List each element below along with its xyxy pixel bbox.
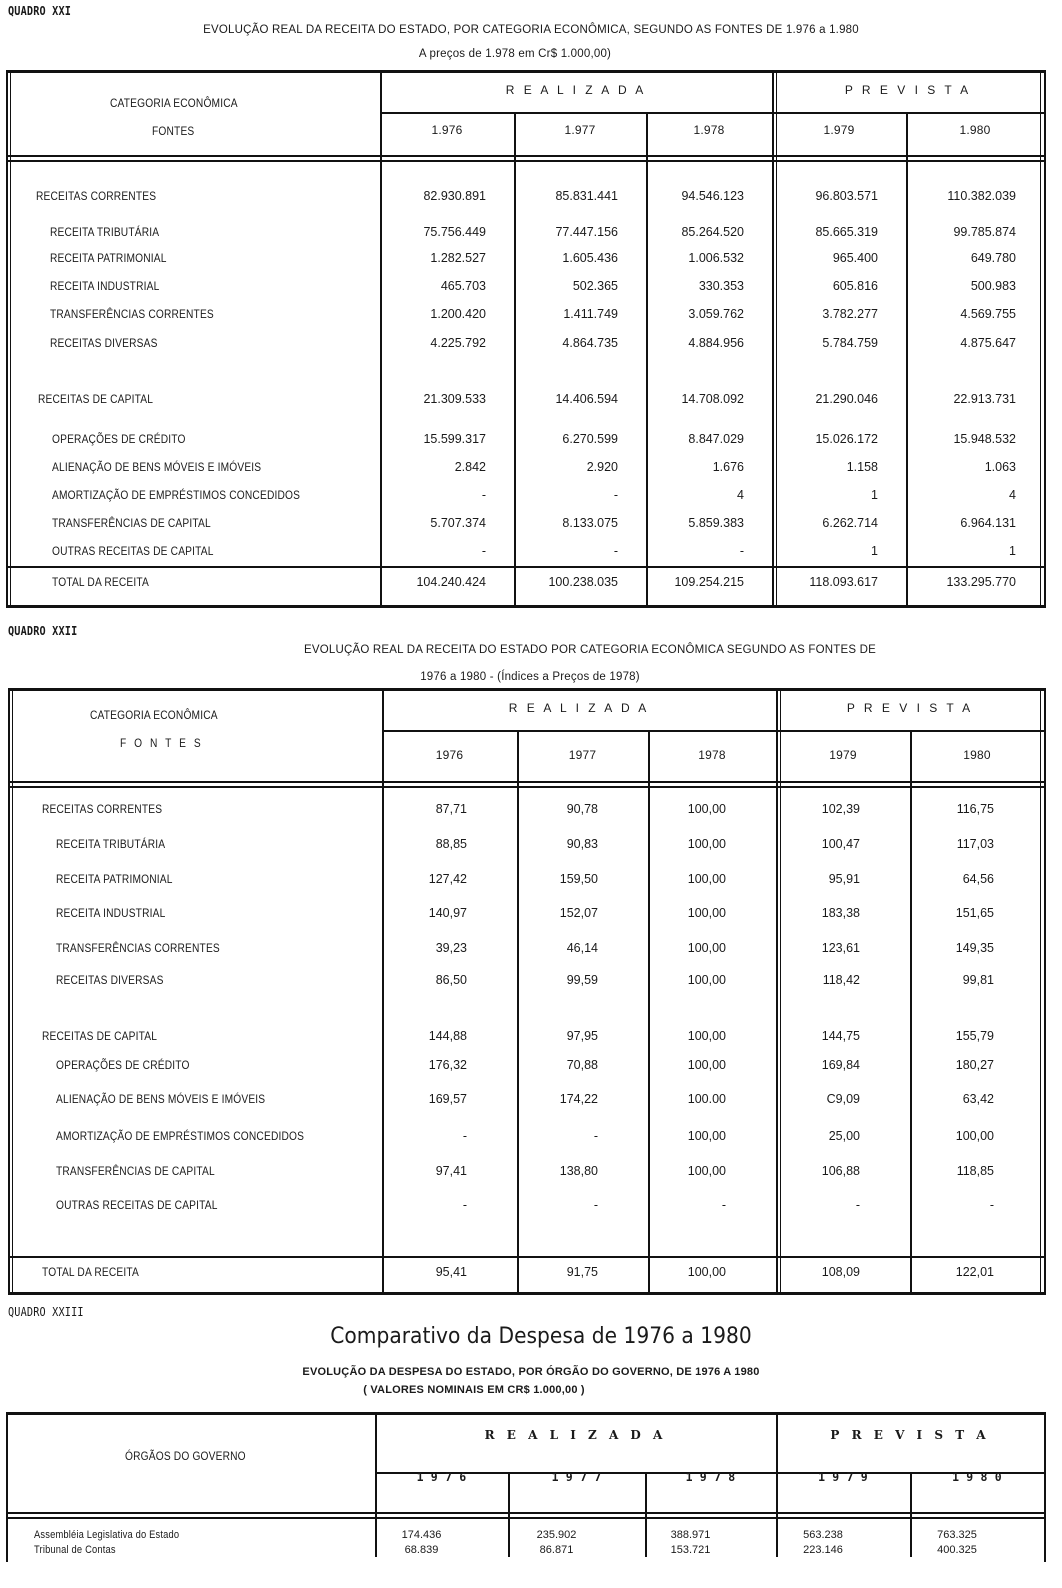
cell-value: 106,88 — [821, 1164, 860, 1178]
cell-value: 605.816 — [832, 279, 878, 293]
row-label: OPERAÇÕES DE CRÉDITO — [56, 1058, 190, 1072]
cell-value: 4.884.956 — [688, 336, 744, 350]
row-label: RECEITAS DIVERSAS — [56, 973, 164, 987]
rule-line — [1044, 688, 1046, 1295]
cell-value: C9,09 — [826, 1092, 860, 1106]
cell-value: - — [613, 544, 618, 558]
table-title: EVOLUÇÃO REAL DA RECEITA DO ESTADO POR CATEGORIA ECONÔMICA SEGUNDO AS FONTES DE — [304, 644, 876, 656]
cell-value: 3.782.277 — [822, 307, 878, 321]
cell-value: 122,01 — [955, 1265, 994, 1279]
cell-value: 140,97 — [428, 906, 467, 920]
cell-value: 110.382.039 — [947, 189, 1016, 203]
header-categoria: CATEGORIA ECONÔMICA — [110, 96, 238, 110]
cell-value: 15.599.317 — [423, 432, 486, 446]
rule-line — [1040, 70, 1041, 608]
cell-value: 1 — [1009, 544, 1016, 558]
cell-value: 82.930.891 — [423, 189, 486, 203]
header-fontes: FONTES — [152, 124, 195, 138]
cell-value: - — [989, 1198, 994, 1212]
cell-value: 109.254.215 — [674, 575, 744, 589]
cell-value: 965.400 — [832, 251, 878, 265]
cell-value: 118,42 — [822, 973, 860, 987]
table-subtitle: ( VALORES NOMINAIS EM CR$ 1.000,00 ) — [363, 1384, 585, 1396]
row-label: RECEITA PATRIMONIAL — [56, 872, 173, 886]
cell-value: 94.546.123 — [681, 189, 744, 203]
cell-value: 223.146 — [803, 1544, 843, 1556]
cell-value: 100,00 — [687, 973, 726, 987]
cell-value: 4.864.735 — [562, 336, 618, 350]
cell-value: - — [613, 488, 618, 502]
cell-value: 465.703 — [440, 279, 486, 293]
group-header-realizada: R E A L I Z A D A — [508, 701, 650, 715]
cell-value: 330.353 — [698, 279, 744, 293]
cell-value: 100,47 — [821, 837, 860, 851]
cell-value: 86.871 — [539, 1544, 574, 1556]
year-header: 1980 — [963, 748, 991, 762]
row-label: AMORTIZAÇÃO DE EMPRÉSTIMOS CONCEDIDOS — [56, 1129, 305, 1143]
rule-line — [6, 1412, 8, 1562]
cell-value: 176,32 — [428, 1058, 467, 1072]
row-label: OPERAÇÕES DE CRÉDITO — [52, 432, 186, 446]
cell-value: 149,35 — [955, 941, 994, 955]
row-label: Assembléia Legislativa do Estado — [34, 1529, 180, 1541]
rule-line — [6, 566, 1044, 568]
cell-value: 100.238.035 — [548, 575, 618, 589]
rule-line — [1044, 70, 1046, 608]
cell-value: 1 — [871, 488, 878, 502]
rule-line — [6, 155, 1044, 157]
rule-line — [646, 112, 648, 605]
cell-value: 169,57 — [428, 1092, 467, 1106]
group-header-prevista: P R E V I S T A — [846, 701, 974, 715]
cell-value: 5.707.374 — [430, 516, 486, 530]
group-header-prevista: P R E V I S T A — [830, 1428, 990, 1442]
cell-value: 1 — [871, 544, 878, 558]
cell-value: 155,79 — [955, 1029, 994, 1043]
cell-value: 127,42 — [428, 872, 467, 886]
cell-value: 15.026.172 — [815, 432, 878, 446]
cell-value: 159,50 — [559, 872, 598, 886]
cell-value: 95,91 — [828, 872, 860, 886]
cell-value: - — [593, 1129, 598, 1143]
cell-value: 2.920 — [586, 460, 618, 474]
cell-value: 100,00 — [687, 802, 726, 816]
cell-value: 85.665.319 — [815, 225, 878, 239]
row-label: AMORTIZAÇÃO DE EMPRÉSTIMOS CONCEDIDOS — [52, 488, 301, 502]
cell-value: 502.365 — [572, 279, 618, 293]
header-fontes: F O N T E S — [120, 736, 204, 750]
year-header: 1 9 7 6 — [416, 1470, 467, 1484]
rule-line — [514, 112, 516, 605]
year-header: 1.978 — [693, 123, 725, 137]
cell-value: - — [593, 1198, 598, 1212]
group-header-realizada: R E A L I Z A D A — [484, 1428, 667, 1442]
cell-value: 100.00 — [687, 1092, 726, 1106]
cell-value: 144,75 — [821, 1029, 860, 1043]
cell-value: 90,83 — [566, 837, 598, 851]
cell-value: 1.006.532 — [688, 251, 744, 265]
cell-value: 144,88 — [428, 1029, 467, 1043]
cell-value: 14.708.092 — [681, 392, 744, 406]
row-label: RECEITA PATRIMONIAL — [50, 251, 167, 265]
rule-line — [6, 160, 1044, 162]
row-label: TRANSFERÊNCIAS CORRENTES — [56, 941, 220, 955]
cell-value: 174.436 — [401, 1529, 442, 1541]
rule-line — [8, 781, 1044, 783]
cell-value: - — [462, 1198, 467, 1212]
cell-value: 153.721 — [670, 1544, 711, 1556]
cell-value: 174,22 — [559, 1092, 598, 1106]
cell-value: 99,81 — [962, 973, 994, 987]
cell-value: 100,00 — [687, 1164, 726, 1178]
cell-value: 1.605.436 — [562, 251, 618, 265]
cell-value: 15.948.532 — [953, 432, 1016, 446]
cell-value: - — [481, 488, 486, 502]
row-label: OUTRAS RECEITAS DE CAPITAL — [56, 1198, 218, 1212]
cell-value: 64,56 — [962, 872, 994, 886]
cell-value: 6.262.714 — [822, 516, 878, 530]
cell-value: 649.780 — [970, 251, 1016, 265]
cell-value: 235.902 — [536, 1529, 577, 1541]
section-heading: Comparativo da Despesa de 1976 a 1980 — [330, 1324, 752, 1349]
cell-value: 116,75 — [956, 802, 994, 816]
cell-value: 100,00 — [687, 1029, 726, 1043]
cell-value: 25,00 — [828, 1129, 860, 1143]
rule-line — [8, 786, 1044, 788]
rule-line — [8, 1256, 1044, 1258]
cell-value: 1.063 — [984, 460, 1016, 474]
cell-value: 8.133.075 — [562, 516, 618, 530]
cell-value: 4.225.792 — [430, 336, 486, 350]
cell-value: 118.093.617 — [809, 575, 878, 589]
table-title: EVOLUÇÃO DA DESPESA DO ESTADO, POR ÓRGÃO DO GOVERNO, DE 1976 A 1980 — [302, 1366, 760, 1378]
year-header: 1.980 — [959, 123, 991, 137]
row-label: RECEITA TRIBUTÁRIA — [56, 837, 166, 851]
row-label: RECEITAS DIVERSAS — [50, 336, 158, 350]
cell-value: 86,50 — [435, 973, 467, 987]
quadro-label: QUADRO XXIII — [8, 1305, 84, 1319]
cell-value: 63,42 — [962, 1092, 994, 1106]
cell-value: 1.158 — [846, 460, 878, 474]
row-label: RECEITAS DE CAPITAL — [42, 1029, 158, 1043]
cell-value: 95,41 — [435, 1265, 467, 1279]
rule-line — [6, 605, 1044, 608]
group-header-prevista: P R E V I S T A — [844, 83, 972, 97]
header-categoria: CATEGORIA ECONÔMICA — [90, 708, 218, 722]
rule-line — [6, 1512, 1044, 1514]
cell-value: 100,00 — [687, 872, 726, 886]
rule-line — [6, 1517, 1044, 1519]
cell-value: 180,27 — [955, 1058, 994, 1072]
year-header: 1.979 — [823, 123, 855, 137]
row-label: RECEITAS DE CAPITAL — [38, 392, 154, 406]
cell-value: 87,71 — [435, 802, 467, 816]
cell-value: - — [481, 544, 486, 558]
cell-value: 563.238 — [803, 1529, 843, 1541]
cell-value: 14.406.594 — [555, 392, 618, 406]
row-label: ALIENAÇÃO DE BENS MÓVEIS E IMÓVEIS — [56, 1092, 266, 1106]
cell-value: 91,75 — [566, 1265, 598, 1279]
cell-value: 169,84 — [821, 1058, 860, 1072]
cell-value: 85.831.441 — [555, 189, 618, 203]
cell-value: 85.264.520 — [681, 225, 744, 239]
row-label: OUTRAS RECEITAS DE CAPITAL — [52, 544, 214, 558]
year-header: 1.977 — [564, 123, 596, 137]
cell-value: 1.282.527 — [430, 251, 486, 265]
cell-value: 3.059.762 — [688, 307, 744, 321]
cell-value: 97,41 — [435, 1164, 467, 1178]
cell-value: 151,65 — [955, 906, 994, 920]
cell-value: 100,00 — [687, 1058, 726, 1072]
cell-value: 39,23 — [435, 941, 467, 955]
cell-value: - — [739, 544, 744, 558]
cell-value: - — [462, 1129, 467, 1143]
year-header: 1 9 7 8 — [685, 1470, 736, 1484]
cell-value: 68.839 — [404, 1544, 439, 1556]
table-subtitle: 1976 a 1980 - (Índices a Preços de 1978) — [420, 671, 640, 683]
cell-value: 6.270.599 — [562, 432, 618, 446]
row-label: TOTAL DA RECEITA — [52, 575, 150, 589]
rule-line — [6, 70, 8, 608]
cell-value: 183,38 — [821, 906, 860, 920]
year-header: 1 9 8 0 — [952, 1470, 1002, 1484]
rule-line — [6, 1412, 1044, 1415]
cell-value: 70,88 — [566, 1058, 598, 1072]
cell-value: 118,85 — [956, 1164, 994, 1178]
cell-value: 138,80 — [559, 1164, 598, 1178]
cell-value: 1.200.420 — [430, 307, 486, 321]
table-subtitle: A preços de 1.978 em Cr$ 1.000,00) — [418, 48, 612, 60]
year-header: 1 9 7 7 — [551, 1470, 602, 1484]
year-header: 1 9 7 9 — [818, 1470, 868, 1484]
cell-value: 4.569.755 — [960, 307, 1016, 321]
quadro-label: QUADRO XXII — [8, 624, 78, 638]
cell-value: 400.325 — [937, 1544, 977, 1556]
table-title: EVOLUÇÃO REAL DA RECEITA DO ESTADO, POR CATEGORIA ECONÔMICA, SEGUNDO AS FONTES DE 1.976 a 1.980 — [203, 24, 859, 36]
cell-value: 117,03 — [956, 837, 994, 851]
cell-value: 75.756.449 — [423, 225, 486, 239]
group-header-realizada: R E A L I Z A D A — [505, 83, 647, 97]
cell-value: 97,95 — [566, 1029, 598, 1043]
rule-line — [8, 688, 10, 1295]
rule-line — [12, 688, 13, 1295]
cell-value: 8.847.029 — [688, 432, 744, 446]
year-header: 1.976 — [431, 123, 463, 137]
cell-value: 99,59 — [566, 973, 598, 987]
cell-value: 4 — [1009, 488, 1016, 502]
cell-value: 21.309.533 — [423, 392, 486, 406]
cell-value: 100,00 — [687, 941, 726, 955]
rule-line — [906, 112, 908, 605]
cell-value: 5.859.383 — [688, 516, 744, 530]
rule-line — [10, 70, 11, 608]
cell-value: 123,61 — [821, 941, 860, 955]
cell-value: 100,00 — [687, 1129, 726, 1143]
cell-value: 5.784.759 — [822, 336, 878, 350]
row-label: TRANSFERÊNCIAS DE CAPITAL — [56, 1164, 215, 1178]
row-label: RECEITA INDUSTRIAL — [50, 279, 160, 293]
rule-line — [380, 112, 1044, 114]
rule-line — [1040, 688, 1041, 1295]
rule-line — [1044, 1412, 1046, 1562]
cell-value: 22.913.731 — [953, 392, 1016, 406]
row-label: TRANSFERÊNCIAS DE CAPITAL — [52, 516, 211, 530]
row-label: Tribunal de Contas — [34, 1544, 116, 1556]
cell-value: 133.295.770 — [946, 575, 1016, 589]
quadro-label: QUADRO XXI — [8, 4, 72, 18]
cell-value: 100,00 — [687, 837, 726, 851]
cell-value: 152,07 — [559, 906, 598, 920]
rule-line — [6, 70, 1044, 73]
year-header: 1977 — [568, 748, 597, 762]
row-label: RECEITAS CORRENTES — [42, 802, 163, 816]
rule-line — [8, 688, 1044, 691]
cell-value: 96.803.571 — [815, 189, 878, 203]
row-label: RECEITA TRIBUTÁRIA — [50, 225, 160, 239]
cell-value: 104.240.424 — [416, 575, 486, 589]
cell-value: 90,78 — [566, 802, 598, 816]
cell-value: 1.676 — [712, 460, 744, 474]
cell-value: 100,00 — [955, 1129, 994, 1143]
header-orgaos: ÓRGÃOS DO GOVERNO — [125, 1449, 246, 1463]
year-header: 1979 — [829, 748, 857, 762]
cell-value: 46,14 — [566, 941, 598, 955]
rule-line — [8, 1292, 1044, 1295]
row-label: ALIENAÇÃO DE BENS MÓVEIS E IMÓVEIS — [52, 460, 262, 474]
cell-value: 100,00 — [687, 1265, 726, 1279]
cell-value: - — [855, 1198, 860, 1212]
row-label: RECEITA INDUSTRIAL — [56, 906, 166, 920]
cell-value: 6.964.131 — [960, 516, 1016, 530]
row-label: TOTAL DA RECEITA — [42, 1265, 140, 1279]
year-header: 1976 — [435, 748, 464, 762]
cell-value: 100,00 — [687, 906, 726, 920]
cell-value: 99.785.874 — [953, 225, 1016, 239]
cell-value: 102,39 — [821, 802, 860, 816]
row-label: TRANSFERÊNCIAS CORRENTES — [50, 307, 214, 321]
cell-value: 4 — [737, 488, 744, 502]
cell-value: 2.842 — [454, 460, 486, 474]
cell-value: - — [721, 1198, 726, 1212]
cell-value: 77.447.156 — [555, 225, 618, 239]
cell-value: 500.983 — [970, 279, 1016, 293]
cell-value: 108,09 — [821, 1265, 860, 1279]
cell-value: 1.411.749 — [563, 307, 618, 321]
cell-value: 21.290.046 — [815, 392, 878, 406]
cell-value: 388.971 — [670, 1529, 711, 1541]
cell-value: 763.325 — [937, 1529, 977, 1541]
year-header: 1978 — [698, 748, 726, 762]
row-label: RECEITAS CORRENTES — [36, 189, 157, 203]
cell-value: 88,85 — [435, 837, 467, 851]
cell-value: 4.875.647 — [960, 336, 1016, 350]
rule-line — [382, 730, 1044, 732]
